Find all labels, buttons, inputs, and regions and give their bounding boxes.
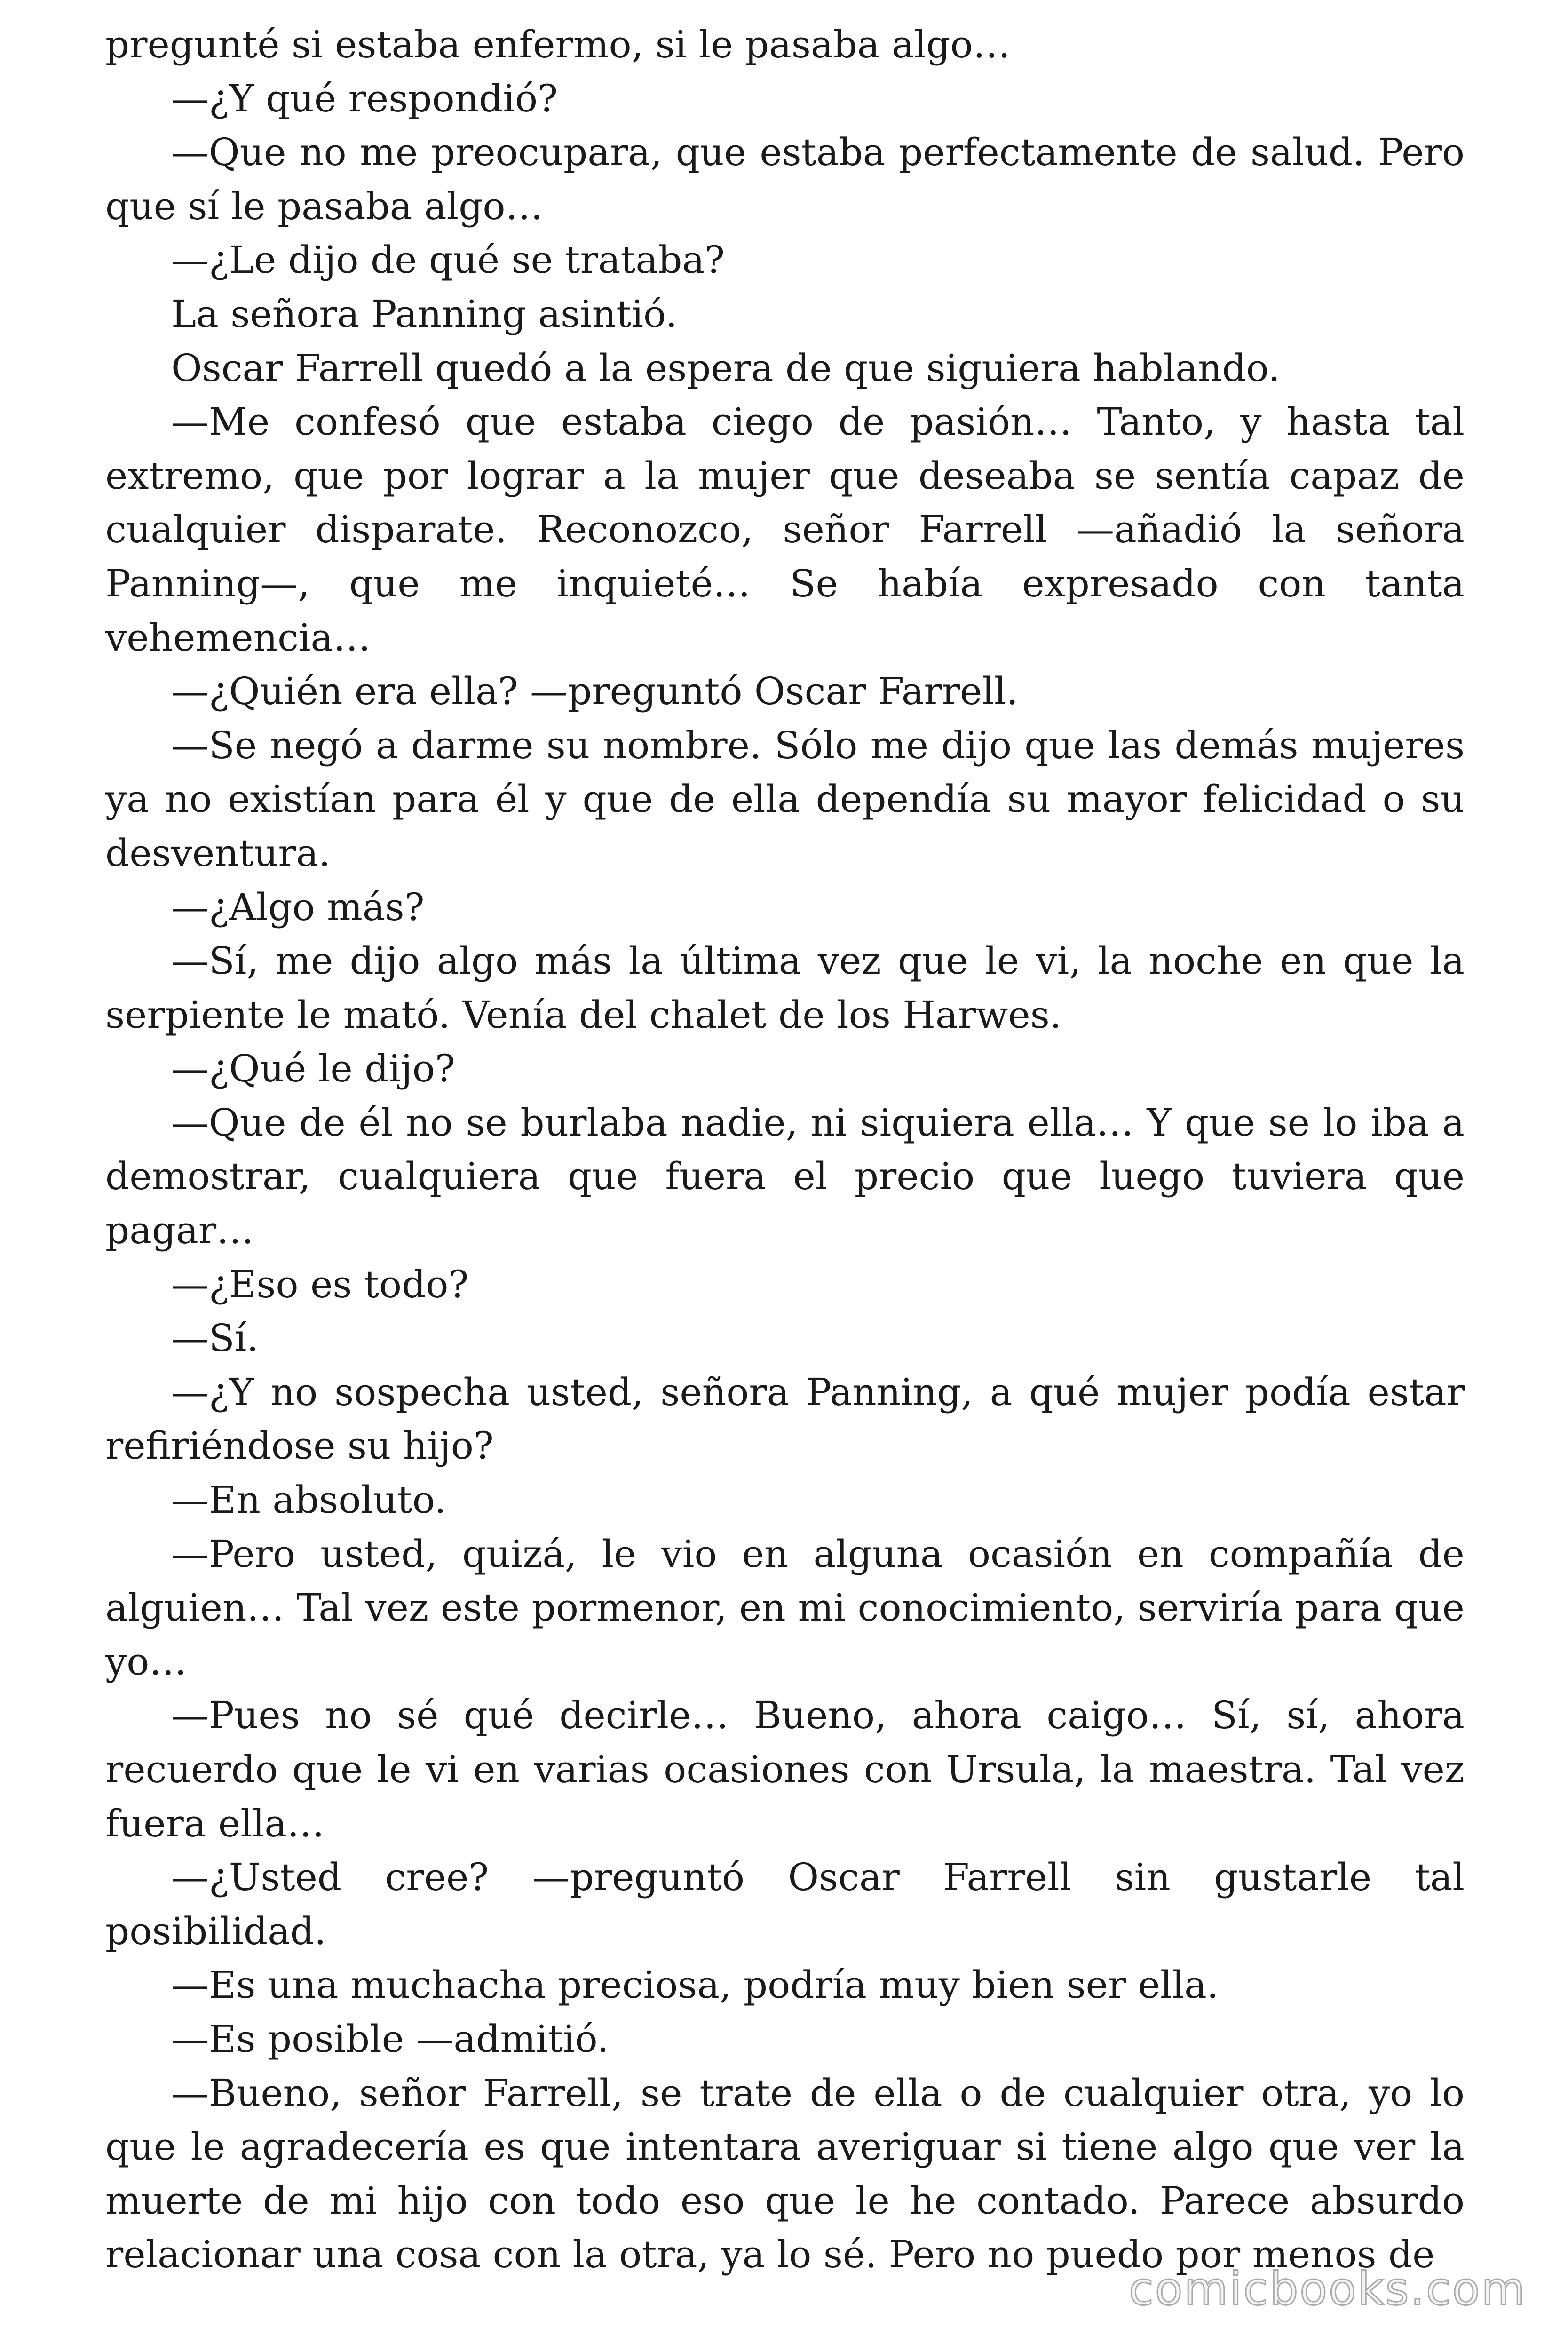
paragraph: —¿Y no sospecha usted, señora Panning, a qué mujer podía estar refiriéndose su hijo? <box>105 1370 1465 1468</box>
book-page <box>105 0 1465 2352</box>
paragraph: —Que de él no se burlaba nadie, ni siquiera ella… Y que se lo iba a demostrar, cualquiera que fuera el precio que luego tuviera que pagar… <box>105 1100 1465 1253</box>
paragraph: —Es una muchacha preciosa, podría muy bien ser ella. <box>171 1963 1219 2007</box>
paragraph: —Pues no sé qué decirle… Bueno, ahora caigo… Sí, sí, ahora recuerdo que le vi en varias ocasiones con Ursula, la maestra. Tal vez fuera ella… <box>105 1693 1465 1845</box>
paragraph: —¿Qué le dijo? <box>171 1047 455 1091</box>
paragraph: —¿Y qué respondió? <box>171 76 558 120</box>
paragraph: —Que no me preocupara, que estaba perfectamente de salud. Pero que sí le pasaba algo… <box>105 130 1465 228</box>
paragraph: —Se negó a darme su nombre. Sólo me dijo que las demás mujeres ya no existían para él y que de ella dependía su mayor felicidad o su desventura. <box>105 723 1465 875</box>
paragraph: —En absoluto. <box>171 1478 446 1522</box>
paragraph: —¿Algo más? <box>171 885 425 929</box>
paragraph: Oscar Farrell quedó a la espera de que siguiera hablando. <box>171 346 1280 390</box>
paragraph: —Me confesó que estaba ciego de pasión… Tanto, y hasta tal extremo, que por lograr a la mujer que deseaba se sentía capaz de cualquier disparate. Reconozco, señor Farrell —añadió la señora Panning—, que me inquieté… Se había expresado con tanta vehemencia… <box>105 400 1465 660</box>
paragraph: —¿Usted cree? —preguntó Oscar Farrell sin gustarle tal posibilidad. <box>105 1855 1465 1953</box>
paragraph: —¿Le dijo de qué se trataba? <box>171 238 725 282</box>
paragraph: —Bueno, señor Farrell, se trate de ella o de cualquier otra, yo lo que le agradecería es que intentara averiguar si tiene algo que ver la muerte de mi hijo con todo eso que le he contado. Parece absurdo relacionar una cosa con la otra, ya lo sé. Pero no puedo por menos de <box>105 2071 1465 2277</box>
paragraph: —Sí. <box>171 1316 259 1360</box>
paragraph: —Sí, me dijo algo más la última vez que le vi, la noche en que la serpiente le mató. Venía del chalet de los Harwes. <box>105 939 1465 1037</box>
paragraph: La señora Panning asintió. <box>171 292 678 336</box>
paragraph: —¿Quién era ella? —preguntó Oscar Farrell. <box>171 669 1018 714</box>
paragraph: pregunté si estaba enfermo, si le pasaba algo… <box>105 23 1011 66</box>
page-text <box>105 18 1465 2282</box>
paragraph: —Pero usted, quizá, le vio en alguna ocasión en compañía de alguien… Tal vez este pormenor, en mi conocimiento, serviría para que yo… <box>105 1532 1465 1684</box>
paragraph: —¿Eso es todo? <box>171 1262 469 1306</box>
paragraph: —Es posible —admitió. <box>171 2017 609 2061</box>
watermark: comicbooks.com <box>1128 2263 1527 2315</box>
